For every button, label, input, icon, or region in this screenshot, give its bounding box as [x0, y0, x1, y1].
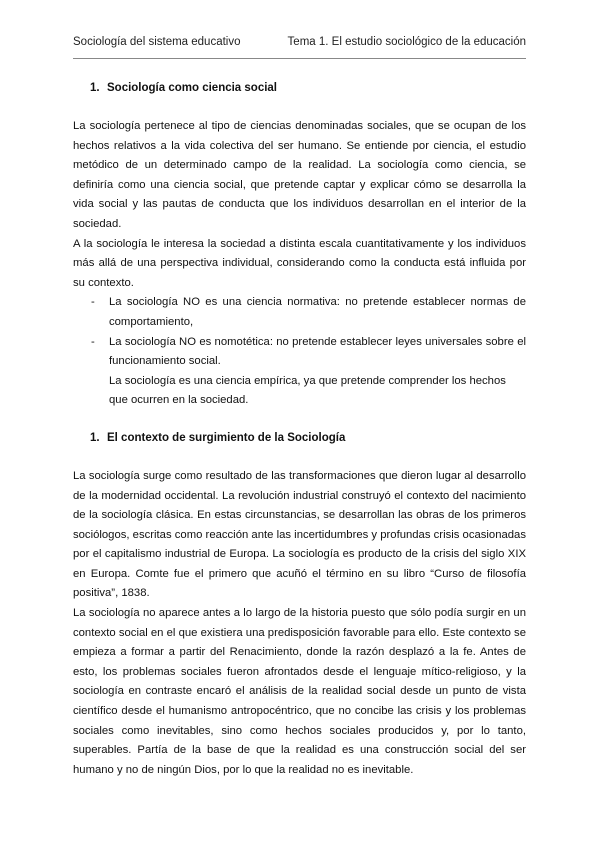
section-title: El contexto de surgimiento de la Sociología: [107, 431, 346, 444]
paragraph-origin: La sociología surge como resultado de las transformaciones que dieron lugar al desarrollo de la modernidad occidental. La revolución industrial construyó el contexto del nacimiento de la sociología clásica. En estas circunstancias, se desarrollan las obras de los primeros sociólogos, escritas como reacción ante las incertidumbres y profundas crisis ocasionadas por el capitalismo industrial de Europa. La sociología es producto de la crisis del siglo XIX en Europa. Comte fue el primero que acuñó el término en su libro “Curso de filosofía positiva”, 1838.: [73, 469, 526, 600]
paragraph-sociology-definition: La sociología pertenece al tipo de ciencias denominadas sociales, que se ocupan de los hechos relativos a la vida colectiva del ser humano. Se entiende por ciencia, el estudio metódico de un determinado campo de la realidad. La sociología como ciencia, se definiría como una ciencia social, que pretende captar y explicar cómo se desarrolla la vida social y las pautas de conducta que los individuos desarrollan en el interior de la sociedad.: [73, 120, 526, 230]
paragraph-context: La sociología no aparece antes a lo largo de la historia puesto que sólo podía surgir en un contexto social en el que existiera una predisposición favorable para ello. Este contexto se empieza a formar a partir del Renacimiento, donde la razón desplazó a la fe. Antes de esto, los problemas sociales fueron afrontados desde el lenguaje mítico-religioso, y la sociología en contraste encaró el análisis de la realidad social desde un punto de vista científico desde el humanismo antropocéntrico, que no concibe las crisis y los problemas sociales como inevitables, sino como hechos sociales producidos y, por lo tanto, superables. Partía de la base de que la realidad es una construcción social del ser humano y no de ningún Dios, por lo que la realidad no es inevitable.: [73, 607, 526, 776]
dash-marker: -: [91, 296, 95, 309]
header-divider: [73, 58, 526, 59]
section-heading-2: [73, 428, 526, 448]
dash-marker: -: [91, 335, 95, 348]
section-heading-1: [73, 78, 526, 98]
section-number: 1.: [90, 82, 100, 94]
list-item-text: La sociología NO es una ciencia normativa: no pretende establecer normas de comportamiento,: [109, 296, 526, 328]
indented-paragraph: La sociología es una ciencia empírica, ya que pretende comprender los hechos que ocurren en la sociedad.: [109, 374, 506, 407]
page-header: [73, 36, 526, 52]
section-number: 1.: [90, 431, 100, 444]
list-item: [91, 293, 526, 332]
header-course-title: Sociología del sistema educativo: [73, 36, 241, 48]
dash-list: [73, 293, 526, 371]
document-body: [73, 74, 526, 780]
list-item: [91, 333, 526, 372]
section-title: Sociología como ciencia social: [107, 82, 278, 94]
list-item-text: La sociología NO es nomotética: no pretende establecer leyes universales sobre el funcionamiento social.: [109, 335, 526, 368]
header-topic-title: Tema 1. El estudio sociológico de la educación: [287, 36, 526, 48]
paragraph-sociology-interest: A la sociología le interesa la sociedad a distinta escala cuantitativamente y los individuos más allá de una perspectiva individual, considerando como la conducta está influida por su contexto.: [73, 237, 526, 289]
